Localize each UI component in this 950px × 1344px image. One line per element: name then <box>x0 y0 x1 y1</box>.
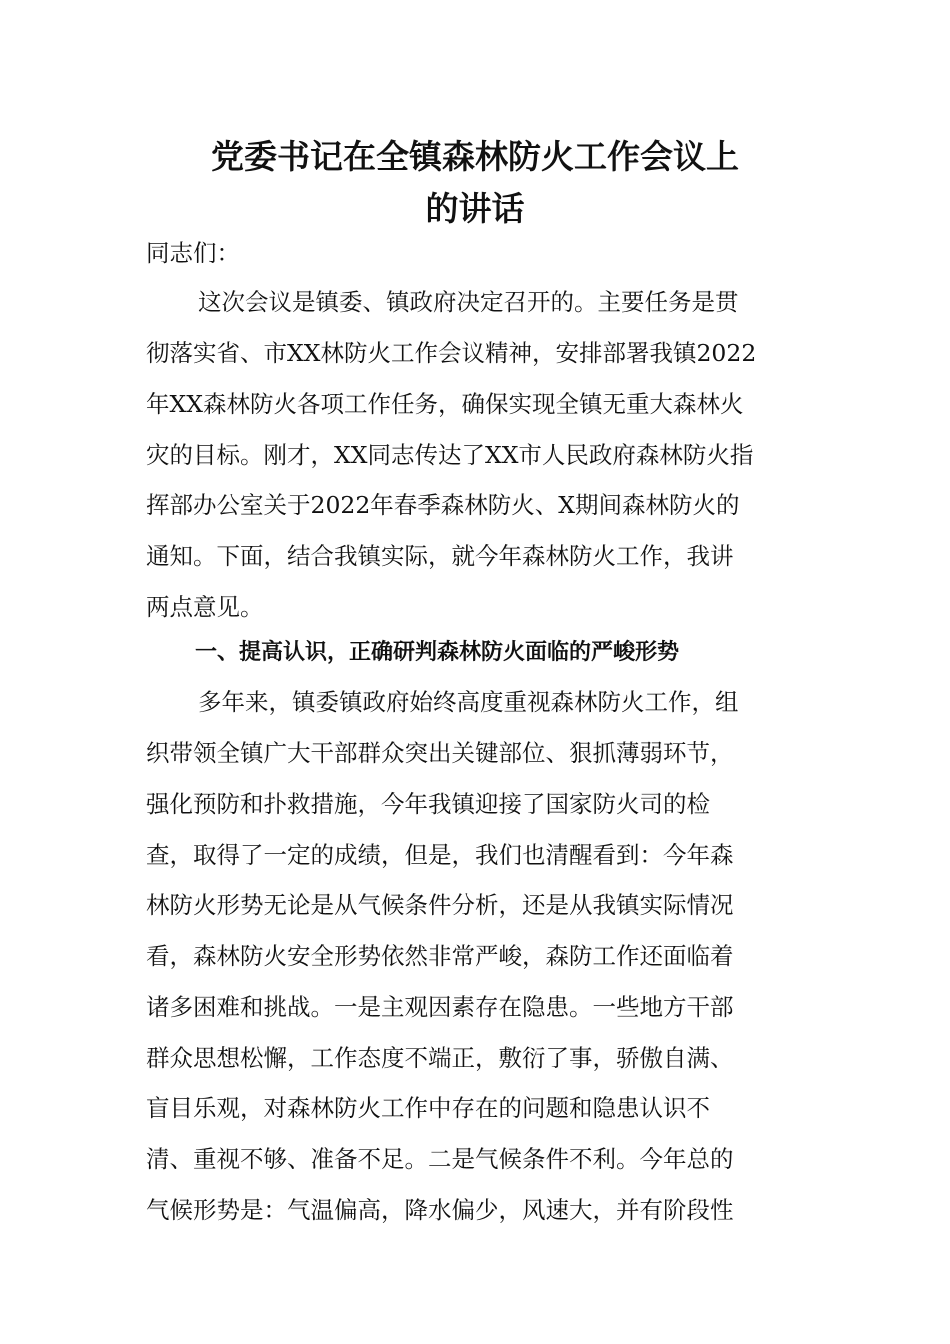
paragraph-2-line: 查，取得了一定的成绩，但是，我们也清醒看到：今年森 <box>146 841 734 869</box>
section-heading-1: 一、提高认识，正确研判森林防火面临的严峻形势 <box>195 640 680 665</box>
paragraph-2-line: 看，森林防火安全形势依然非常严峻，森防工作还面临着 <box>146 942 734 970</box>
paragraph-1-line: 两点意见。 <box>146 593 264 621</box>
paragraph-2-line: 盲目乐观，对森林防火工作中存在的问题和隐患认识不 <box>146 1094 710 1122</box>
document-title-line-1: 党委书记在全镇森林防火工作会议上 <box>211 137 739 176</box>
paragraph-2-line: 林防火形势无论是从气候条件分析，还是从我镇实际情况 <box>146 891 734 919</box>
paragraph-2-line: 气候形势是：气温偏高，降水偏少，风速大，并有阶段性 <box>146 1196 734 1224</box>
paragraph-1-line: 灾的目标。刚才，XX同志传达了XX市人民政府森林防火指 <box>146 441 754 469</box>
paragraph-2-line: 群众思想松懈，工作态度不端正，敷衍了事，骄傲自满、 <box>146 1044 734 1072</box>
paragraph-2-line: 诸多困难和挑战。一是主观因素存在隐患。一些地方干部 <box>146 993 734 1021</box>
salutation: 同志们： <box>146 239 240 267</box>
document-title-line-2: 的讲话 <box>425 189 525 228</box>
paragraph-2-line: 强化预防和扑救措施，今年我镇迎接了国家防火司的检 <box>146 790 710 818</box>
paragraph-2-line: 清、重视不够、准备不足。二是气候条件不利。今年总的 <box>146 1145 734 1173</box>
paragraph-2-line: 织带领全镇广大干部群众突出关键部位、狠抓薄弱环节， <box>146 739 734 767</box>
paragraph-2-line: 多年来，镇委镇政府始终高度重视森林防火工作，组 <box>198 688 739 716</box>
paragraph-1-line: 挥部办公室关于2022年春季森林防火、X期间森林防火的 <box>146 491 740 519</box>
paragraph-1-line: 彻落实省、市XX林防火工作会议精神，安排部署我镇2022 <box>146 339 757 367</box>
paragraph-1-line: 这次会议是镇委、镇政府决定召开的。主要任务是贯 <box>198 288 739 316</box>
paragraph-1-line: 通知。下面，结合我镇实际，就今年森林防火工作，我讲 <box>146 542 734 570</box>
paragraph-1-line: 年XX森林防火各项工作任务，确保实现全镇无重大森林火 <box>146 390 744 418</box>
